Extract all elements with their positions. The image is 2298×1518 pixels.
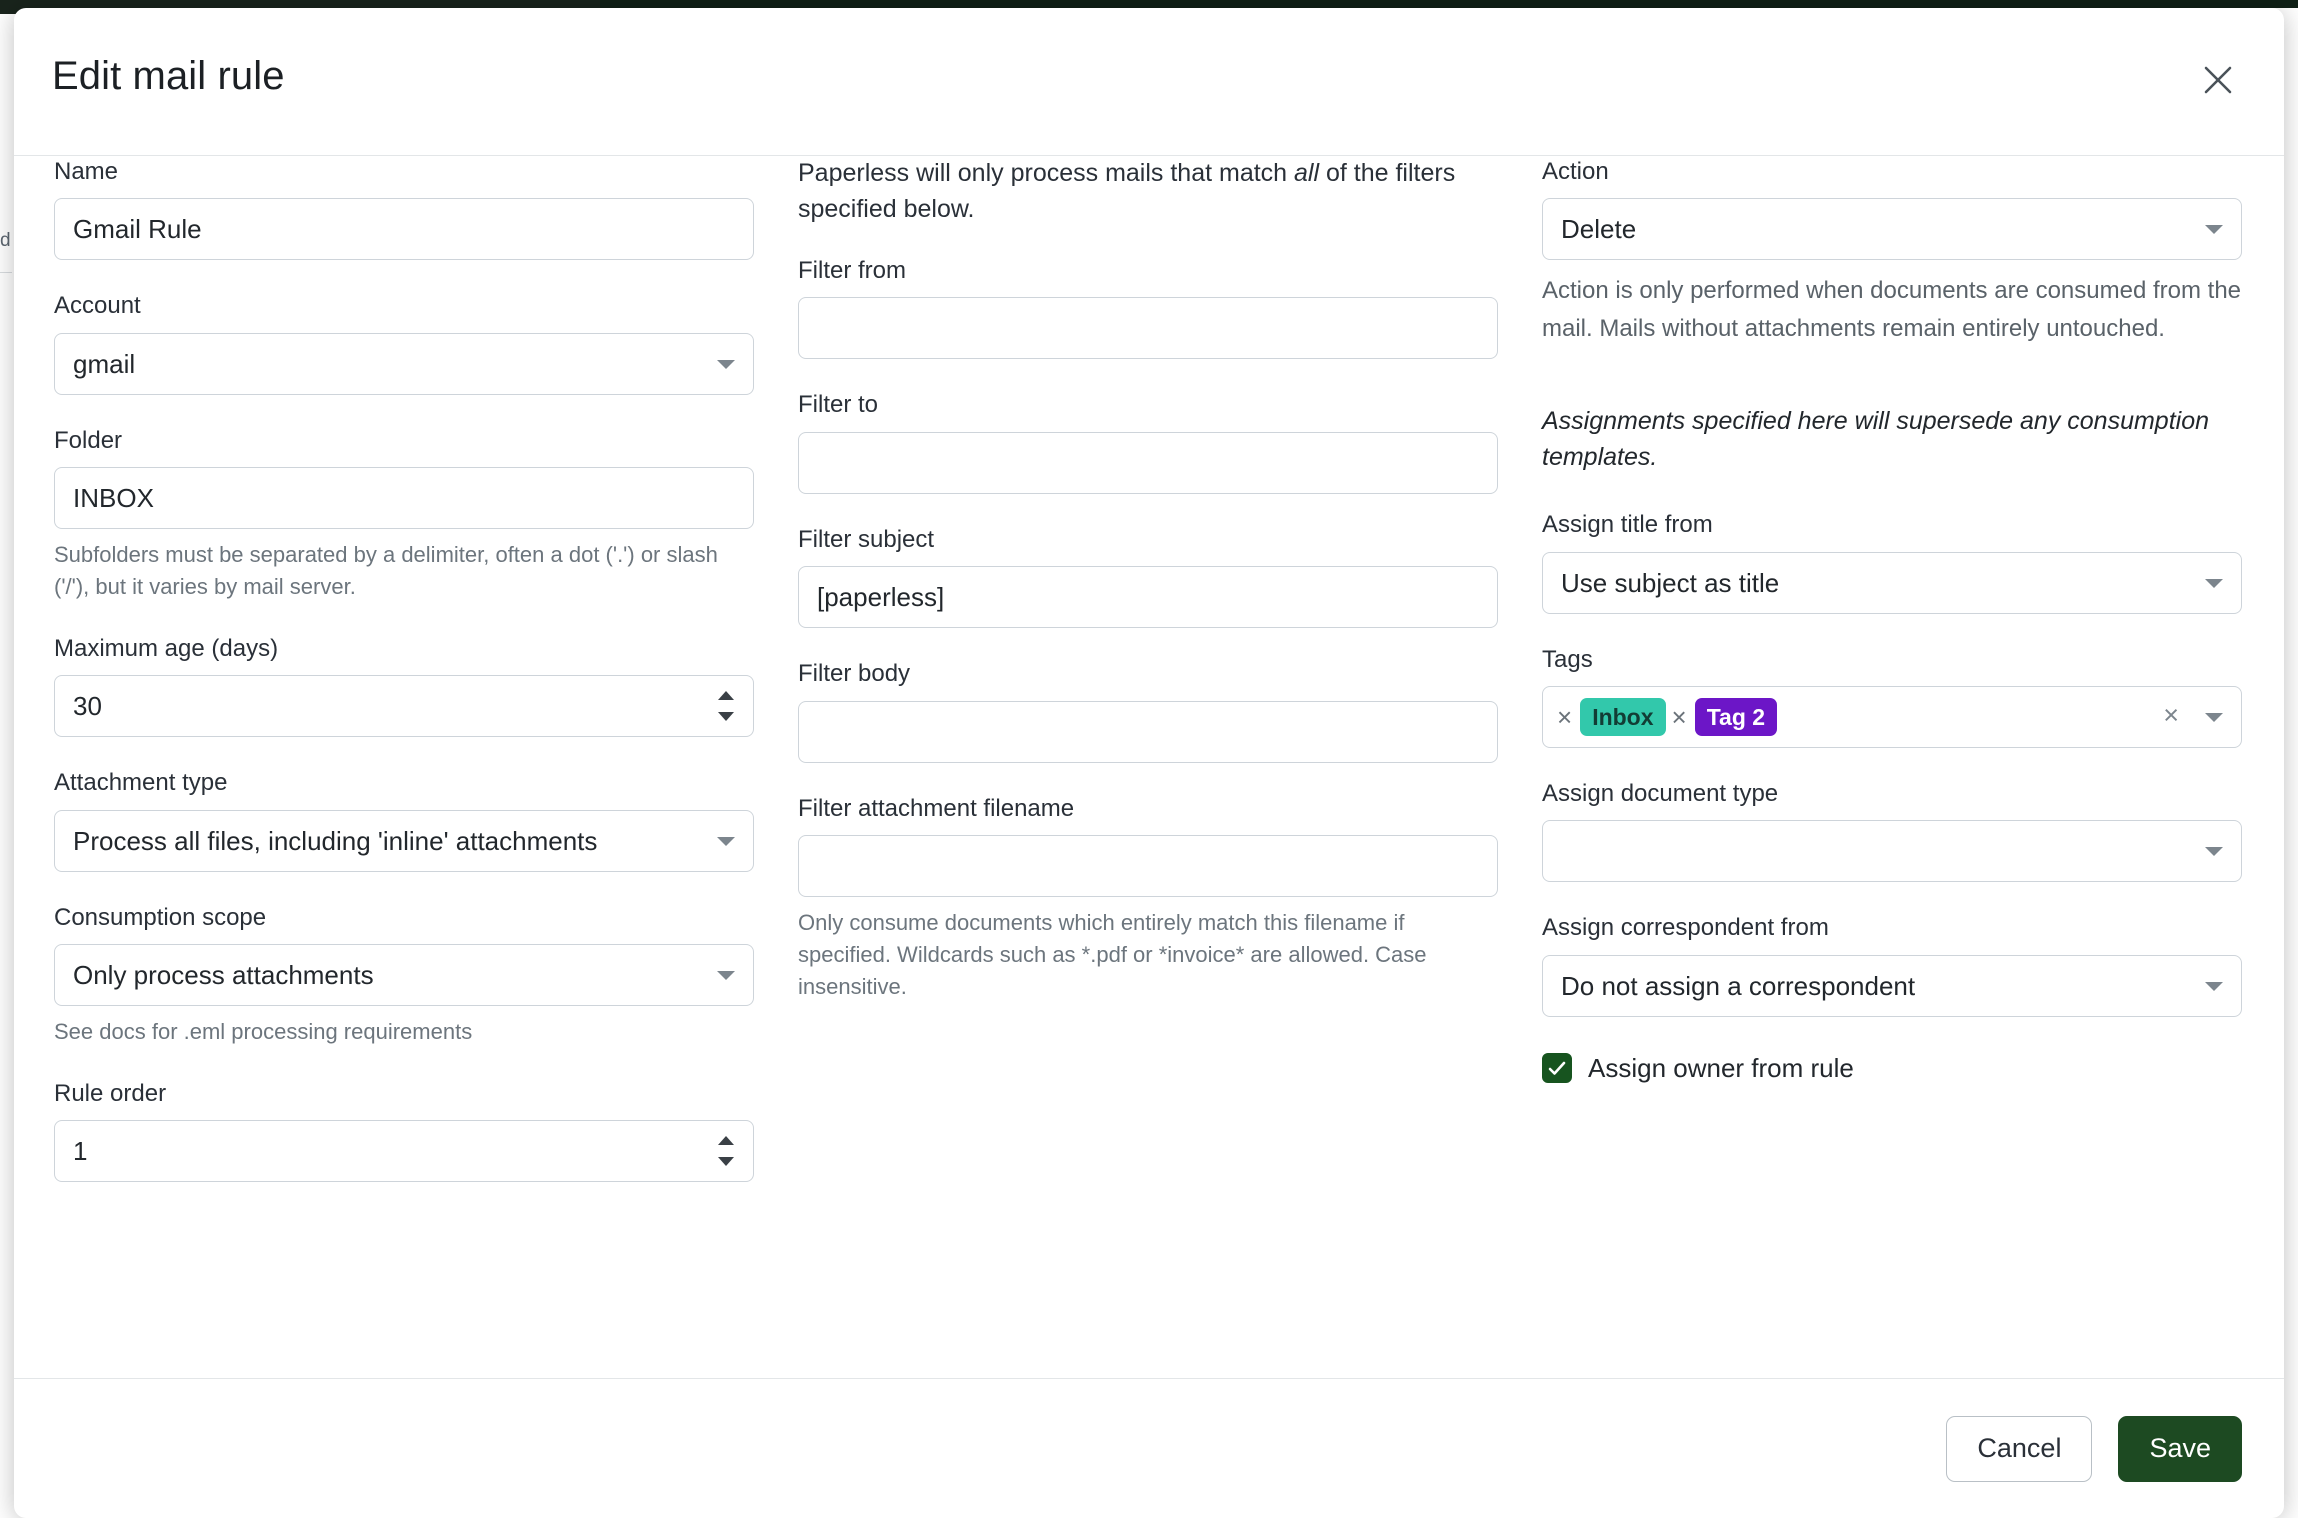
left-column xyxy=(54,156,754,1182)
assign-title-from-value: Use subject as title xyxy=(1561,567,1780,598)
filter-attachment-filename-helper-text: Only consume documents which entirely match this filename if specified. Wildcards such as *.pdf or *invoice* are allowed. Case insensitive. xyxy=(798,909,1427,999)
folder-input[interactable] xyxy=(54,467,754,529)
tag-label: Inbox xyxy=(1580,698,1665,737)
filter-subject-value: [paperless] xyxy=(817,582,945,613)
assign-document-type-select[interactable] xyxy=(1542,820,2242,882)
chevron-down-icon xyxy=(2205,713,2223,722)
maximum-age-input[interactable] xyxy=(54,675,754,737)
assign-correspondent-from-select[interactable] xyxy=(1542,955,2242,1017)
filter-from-input[interactable] xyxy=(798,297,1498,359)
account-label: Account xyxy=(54,292,141,320)
rule-order-stepper[interactable] xyxy=(715,1136,737,1166)
field-rule-order xyxy=(54,1078,754,1182)
field-name xyxy=(54,156,754,260)
stepper-down-icon[interactable] xyxy=(718,1157,734,1166)
field-attachment-type xyxy=(54,767,754,871)
field-folder xyxy=(54,425,754,603)
assign-correspondent-from-value: Do not assign a correspondent xyxy=(1561,970,1916,1001)
stepper-up-icon[interactable] xyxy=(718,1136,734,1145)
close-icon[interactable] xyxy=(2194,56,2242,104)
chevron-down-icon xyxy=(2205,847,2223,856)
filters-intro-before: Paperless will only process mails that match xyxy=(798,159,1295,187)
assign-owner-checkbox[interactable] xyxy=(1542,1053,1572,1083)
name-label: Name xyxy=(54,158,119,185)
tag-chip[interactable] xyxy=(1557,698,1666,737)
stepper-up-icon[interactable] xyxy=(718,691,734,700)
tag-chip[interactable] xyxy=(1672,698,1778,737)
folder-helper-text: Subfolders must be separated by a delimiter, often a dot ('.') or slash ('/'), but it varies by mail server. xyxy=(54,542,718,600)
action-select[interactable] xyxy=(1542,198,2242,260)
rule-order-input[interactable] xyxy=(54,1120,754,1182)
chevron-down-icon xyxy=(2205,225,2223,234)
background-divider xyxy=(0,272,12,273)
filter-subject-input[interactable] xyxy=(798,566,1498,628)
field-action xyxy=(1542,156,2242,347)
tags-multiselect[interactable] xyxy=(1542,686,2242,748)
folder-value: INBOX xyxy=(73,483,154,514)
close-icon[interactable]: × xyxy=(1557,702,1573,733)
field-consumption-scope xyxy=(54,902,754,1048)
assign-title-from-select[interactable] xyxy=(1542,552,2242,614)
field-tags xyxy=(1542,644,2242,748)
consumption-scope-helper-text: See docs for .eml processing requirements xyxy=(54,1019,473,1045)
consumption-scope-select[interactable] xyxy=(54,944,754,1006)
right-column xyxy=(1542,156,2242,1086)
chevron-down-icon xyxy=(2205,982,2223,991)
filter-subject-label: Filter subject xyxy=(798,525,935,553)
field-maximum-age xyxy=(54,633,754,737)
field-filter-subject xyxy=(798,524,1498,628)
filter-from-label: Filter from xyxy=(798,257,906,284)
name-input[interactable] xyxy=(54,198,754,260)
field-filter-body xyxy=(798,658,1498,762)
filter-to-label: Filter to xyxy=(798,391,879,419)
field-assign-title-from xyxy=(1542,509,2242,613)
tags-label: Tags xyxy=(1542,645,1593,673)
top-strip-right xyxy=(600,0,2298,8)
assign-correspondent-from-label: Assign correspondent from xyxy=(1542,914,1829,942)
tag-label: Tag 2 xyxy=(1695,698,1777,737)
save-button[interactable]: Save xyxy=(2118,1416,2242,1482)
filters-intro-emphasis: all xyxy=(1294,159,1320,187)
dialog-body xyxy=(14,156,2284,1378)
consumption-scope-value: Only process attachments xyxy=(73,960,374,991)
assign-title-from-label: Assign title from xyxy=(1542,511,1713,539)
filter-attachment-filename-input[interactable] xyxy=(798,835,1498,897)
chevron-down-icon xyxy=(717,971,735,980)
assign-document-type-label: Assign document type xyxy=(1542,780,1779,808)
attachment-type-value: Process all files, including 'inline' attachments xyxy=(73,825,598,856)
field-filter-to xyxy=(798,389,1498,493)
assign-owner-label: Assign owner from rule xyxy=(1588,1052,1854,1083)
rule-order-label: Rule order xyxy=(54,1080,167,1108)
field-assign-owner-from-rule[interactable] xyxy=(1542,1051,2242,1086)
page-title: Edit mail rule xyxy=(52,54,285,98)
action-helper-text: Action is only performed when documents are consumed from the mail. Mails without attachments remain entirely untouched. xyxy=(1542,277,2242,342)
middle-column xyxy=(798,156,1498,1003)
filter-to-input[interactable] xyxy=(798,432,1498,494)
chevron-down-icon xyxy=(717,837,735,846)
maximum-age-stepper[interactable] xyxy=(715,691,737,721)
dialog-footer xyxy=(14,1378,2284,1518)
folder-label: Folder xyxy=(54,426,123,454)
field-assign-document-type xyxy=(1542,778,2242,882)
filter-body-input[interactable] xyxy=(798,701,1498,763)
attachment-type-select[interactable] xyxy=(54,810,754,872)
field-account xyxy=(54,290,754,394)
field-assign-correspondent-from xyxy=(1542,912,2242,1016)
filter-body-label: Filter body xyxy=(798,660,911,688)
action-label: Action xyxy=(1542,158,1609,185)
field-filter-from xyxy=(798,255,1498,359)
assignments-note: Assignments specified here will supersede any consumption templates. xyxy=(1542,406,2210,472)
account-select[interactable] xyxy=(54,333,754,395)
field-filter-attachment-filename xyxy=(798,793,1498,1003)
name-value: Gmail Rule xyxy=(73,214,202,245)
dialog-header xyxy=(14,8,2284,156)
maximum-age-label: Maximum age (days) xyxy=(54,634,279,662)
rule-order-value: 1 xyxy=(73,1136,88,1167)
stepper-down-icon[interactable] xyxy=(718,712,734,721)
chevron-down-icon xyxy=(717,360,735,369)
filters-intro-text xyxy=(798,156,1498,227)
consumption-scope-label: Consumption scope xyxy=(54,903,267,931)
close-icon[interactable]: × xyxy=(1671,702,1687,733)
maximum-age-value: 30 xyxy=(73,691,102,722)
account-value: gmail xyxy=(73,348,136,379)
clear-icon[interactable]: × xyxy=(2163,700,2179,731)
attachment-type-label: Attachment type xyxy=(54,769,228,797)
action-value: Delete xyxy=(1561,214,1637,245)
filter-attachment-filename-label: Filter attachment filename xyxy=(798,794,1075,822)
cancel-button[interactable]: Cancel xyxy=(1946,1416,2092,1482)
filters-intro-after: of the filters specified below. xyxy=(798,159,1456,223)
background-text: d xyxy=(0,230,11,251)
edit-mail-rule-dialog xyxy=(14,8,2284,1518)
chevron-down-icon xyxy=(2205,579,2223,588)
